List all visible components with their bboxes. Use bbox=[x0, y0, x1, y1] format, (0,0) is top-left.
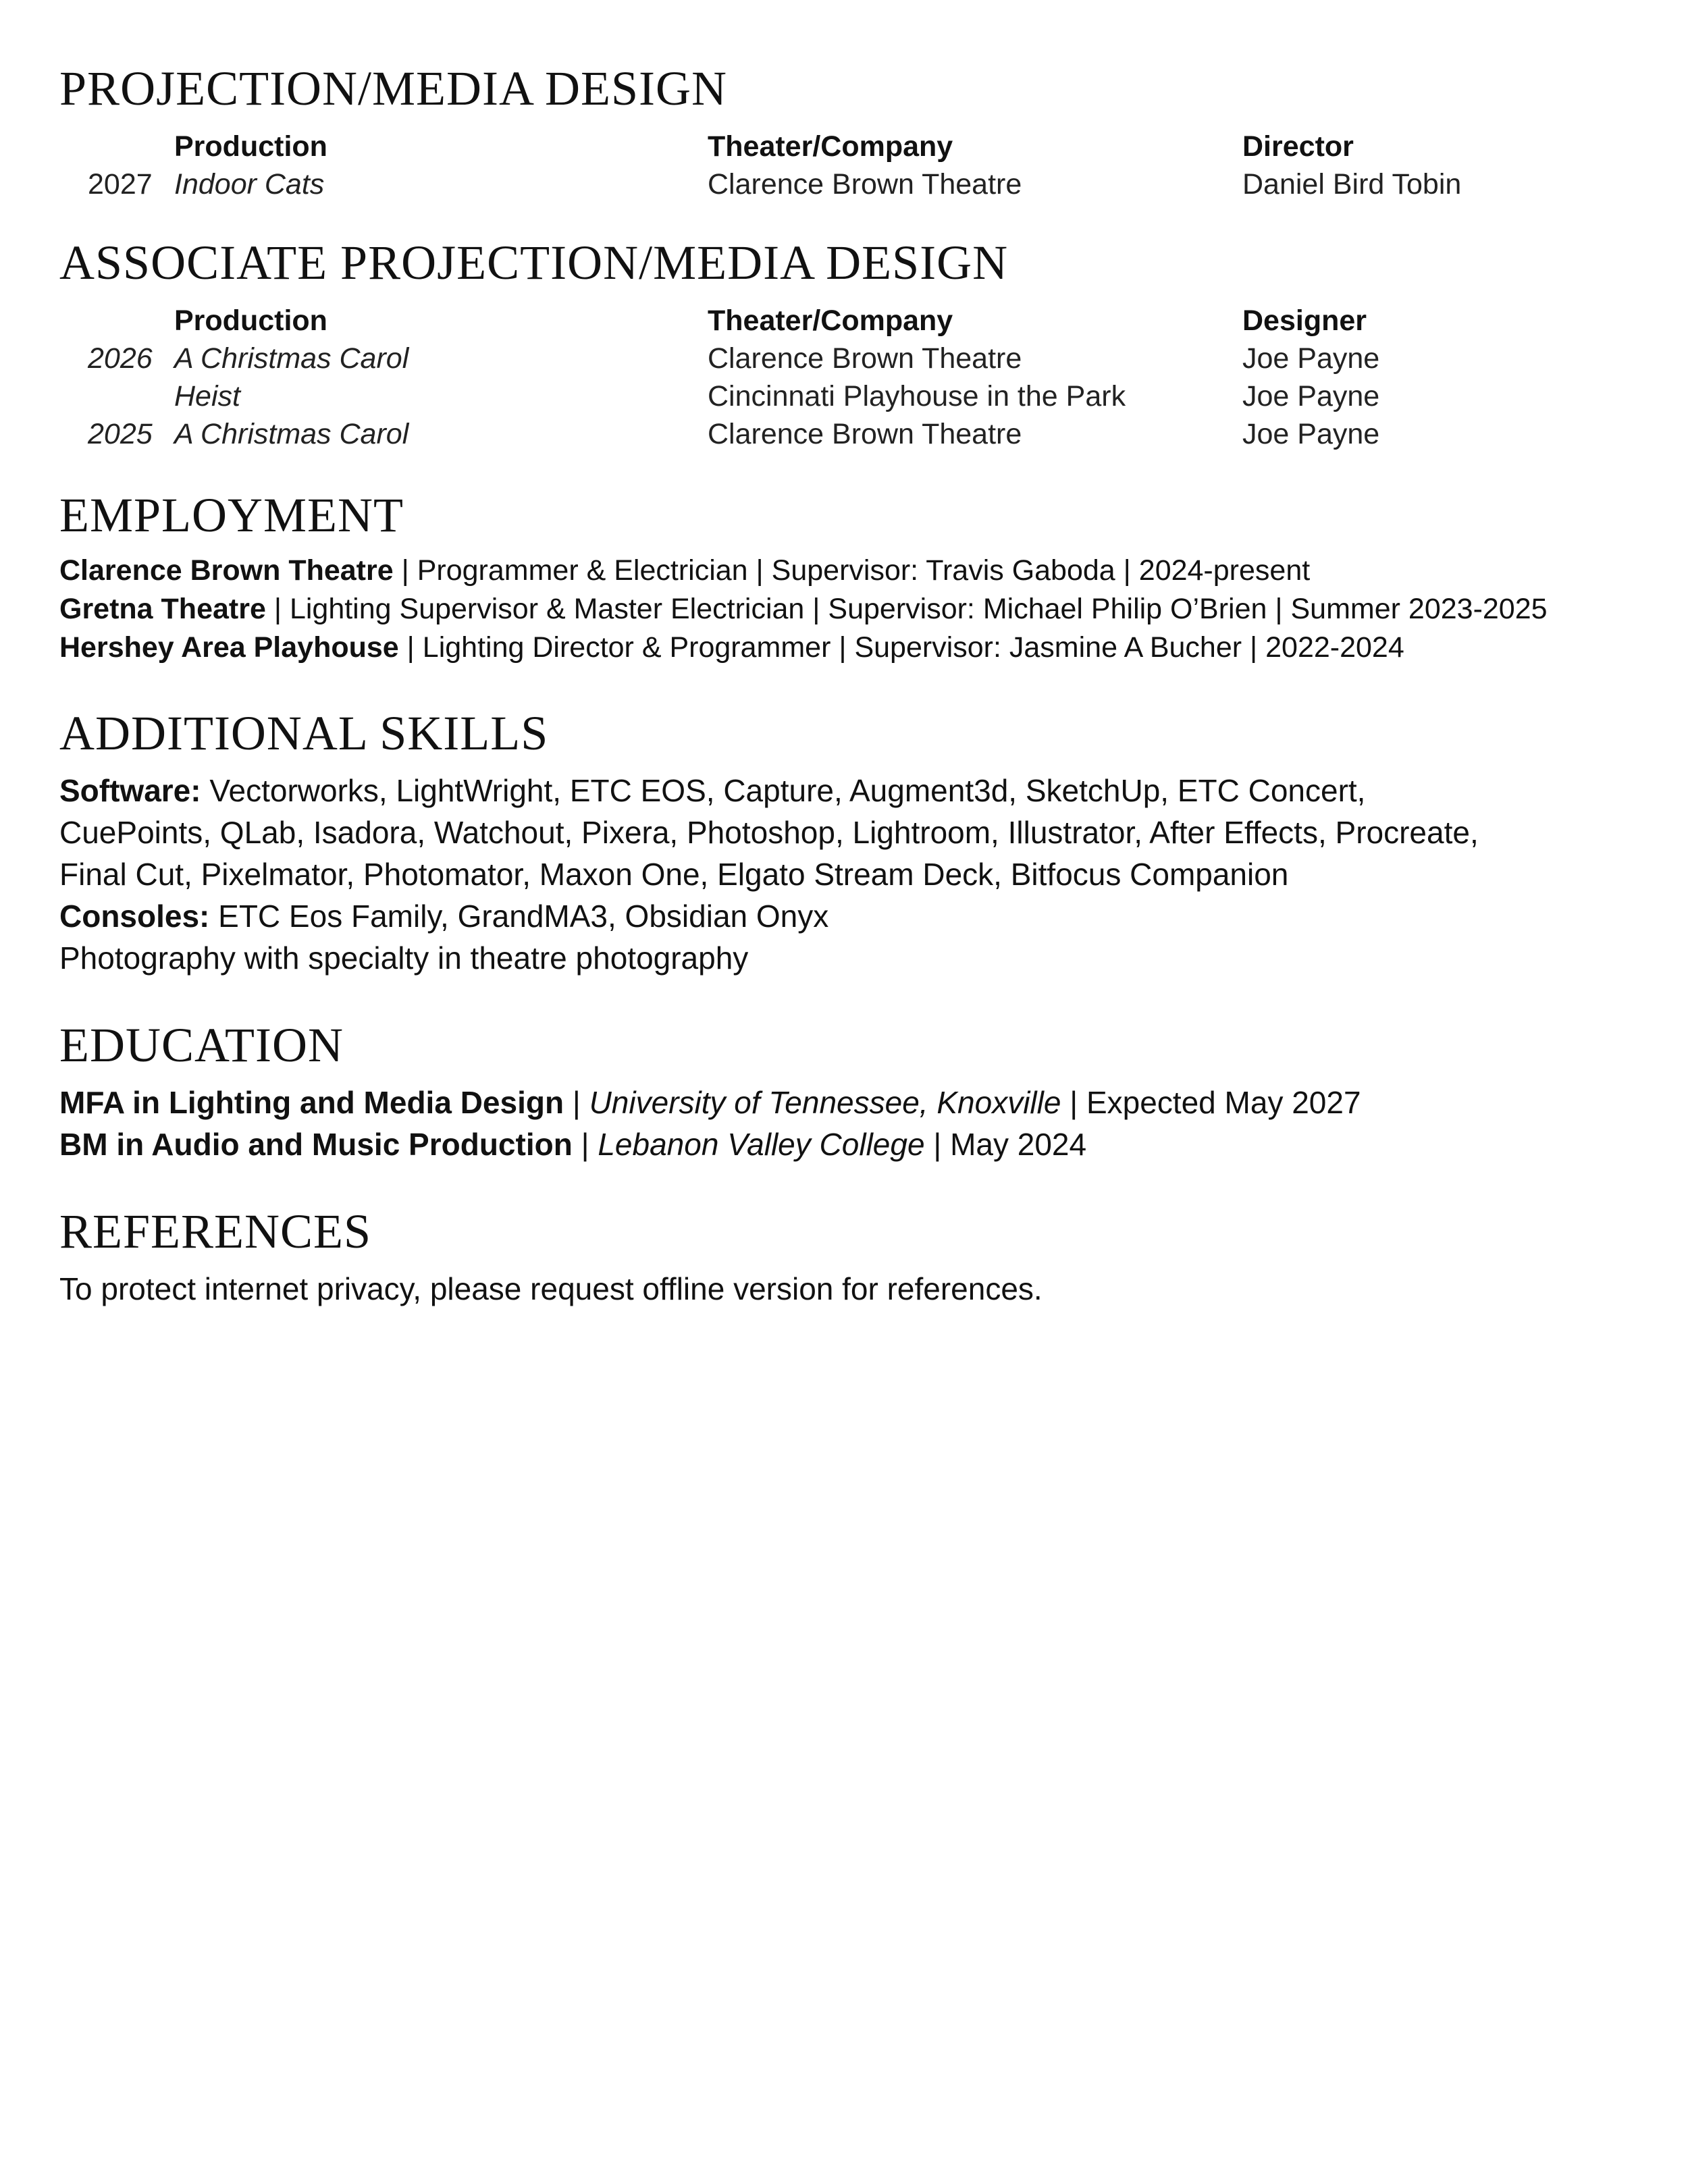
credit-production: A Christmas Carol bbox=[174, 342, 409, 375]
employment-details: | Lighting Supervisor & Master Electrician | Supervisor: Michael Philip O’Brien | Summer 2023-2025 bbox=[265, 593, 1548, 625]
skills-section bbox=[59, 706, 1639, 979]
table-header-row bbox=[59, 302, 1639, 340]
resume-page bbox=[59, 61, 1639, 1310]
associate-section bbox=[59, 238, 1639, 453]
table-row bbox=[59, 165, 1639, 203]
credit-production: Heist bbox=[174, 380, 240, 412]
software-label: Software: bbox=[59, 773, 201, 808]
table-row bbox=[59, 377, 1639, 415]
header-theater: Theater/Company bbox=[708, 304, 953, 337]
credit-director: Daniel Bird Tobin bbox=[1242, 168, 1462, 201]
employer-name: Hershey Area Playhouse bbox=[59, 631, 399, 664]
credit-year: 2025 bbox=[88, 418, 153, 450]
section-title-employment: EMPLOYMENT bbox=[59, 488, 404, 542]
employment-details: | Programmer & Electrician | Supervisor: Travis Gaboda | 2024-present bbox=[393, 554, 1311, 587]
associate-table bbox=[59, 302, 1639, 453]
list-item: BM in Audio and Music Production | Lebanon Valley College | May 2024 bbox=[59, 1127, 1087, 1162]
table-row bbox=[59, 415, 1639, 453]
header-designer: Designer bbox=[1242, 304, 1367, 337]
photography-line: Photography with specialty in theatre photography bbox=[59, 940, 749, 976]
credit-theater: Cincinnati Playhouse in the Park bbox=[708, 380, 1126, 412]
header-theater: Theater/Company bbox=[708, 130, 953, 163]
skills-list bbox=[59, 770, 1639, 979]
employer-name: Gretna Theatre bbox=[59, 593, 266, 625]
software-text-2: CuePoints, QLab, Isadora, Watchout, Pixera, Photoshop, Lightroom, Illustrator, After Effects, Procreate, bbox=[59, 815, 1479, 850]
credit-designer: Joe Payne bbox=[1242, 380, 1380, 412]
section-title-projection: PROJECTION/MEDIA DESIGN bbox=[59, 61, 728, 115]
table-row bbox=[59, 340, 1639, 377]
software-text-3: Final Cut, Pixelmator, Photomator, Maxon One, Elgato Stream Deck, Bitfocus Companion bbox=[59, 857, 1289, 892]
references-section bbox=[59, 1204, 1639, 1310]
education-section bbox=[59, 1018, 1639, 1165]
header-production: Production bbox=[174, 304, 327, 337]
header-director: Director bbox=[1242, 130, 1354, 163]
education-list bbox=[59, 1082, 1639, 1165]
credit-production: Indoor Cats bbox=[174, 168, 325, 201]
list-item bbox=[59, 629, 1639, 667]
section-title-associate: ASSOCIATE PROJECTION/MEDIA DESIGN bbox=[59, 236, 1009, 290]
list-item: MFA in Lighting and Media Design | University of Tennessee, Knoxville | Expected May 2027 bbox=[59, 1085, 1361, 1120]
software-text-1: Vectorworks, LightWright, ETC EOS, Capture, Augment3d, SketchUp, ETC Concert, bbox=[201, 773, 1366, 808]
school-name: Lebanon Valley College bbox=[598, 1127, 925, 1162]
credit-theater: Clarence Brown Theatre bbox=[708, 342, 1022, 375]
degree-name: MFA in Lighting and Media Design bbox=[59, 1085, 564, 1120]
employment-list bbox=[59, 552, 1639, 667]
consoles-label: Consoles: bbox=[59, 899, 210, 934]
employer-name: Clarence Brown Theatre bbox=[59, 554, 394, 587]
credit-designer: Joe Payne bbox=[1242, 418, 1380, 450]
school-name: University of Tennessee, Knoxville bbox=[589, 1085, 1061, 1120]
employment-section bbox=[59, 488, 1639, 667]
credit-year: 2026 bbox=[88, 342, 153, 375]
projection-section bbox=[59, 61, 1639, 203]
projection-table bbox=[59, 128, 1639, 203]
degree-date: May 2024 bbox=[950, 1127, 1087, 1162]
section-title-education: EDUCATION bbox=[59, 1018, 344, 1072]
software-line bbox=[59, 770, 1639, 811]
consoles-text: ETC Eos Family, GrandMA3, Obsidian Onyx bbox=[209, 899, 829, 934]
header-production: Production bbox=[174, 130, 327, 163]
employment-details: | Lighting Director & Programmer | Supervisor: Jasmine A Bucher | 2022-2024 bbox=[398, 631, 1404, 664]
credit-theater: Clarence Brown Theatre bbox=[708, 418, 1022, 450]
section-title-references: REFERENCES bbox=[59, 1204, 372, 1258]
degree-name: BM in Audio and Music Production bbox=[59, 1127, 573, 1162]
list-item bbox=[59, 552, 1639, 590]
references-text: To protect internet privacy, please request offline version for references. bbox=[59, 1271, 1043, 1306]
section-title-skills: ADDITIONAL SKILLS bbox=[59, 706, 549, 760]
credit-production: A Christmas Carol bbox=[174, 418, 409, 450]
credit-year: 2027 bbox=[88, 168, 153, 201]
degree-date: Expected May 2027 bbox=[1086, 1085, 1361, 1120]
credit-designer: Joe Payne bbox=[1242, 342, 1380, 375]
list-item bbox=[59, 590, 1639, 629]
consoles-line bbox=[59, 895, 1639, 937]
credit-theater: Clarence Brown Theatre bbox=[708, 168, 1022, 201]
table-header-row bbox=[59, 128, 1639, 165]
